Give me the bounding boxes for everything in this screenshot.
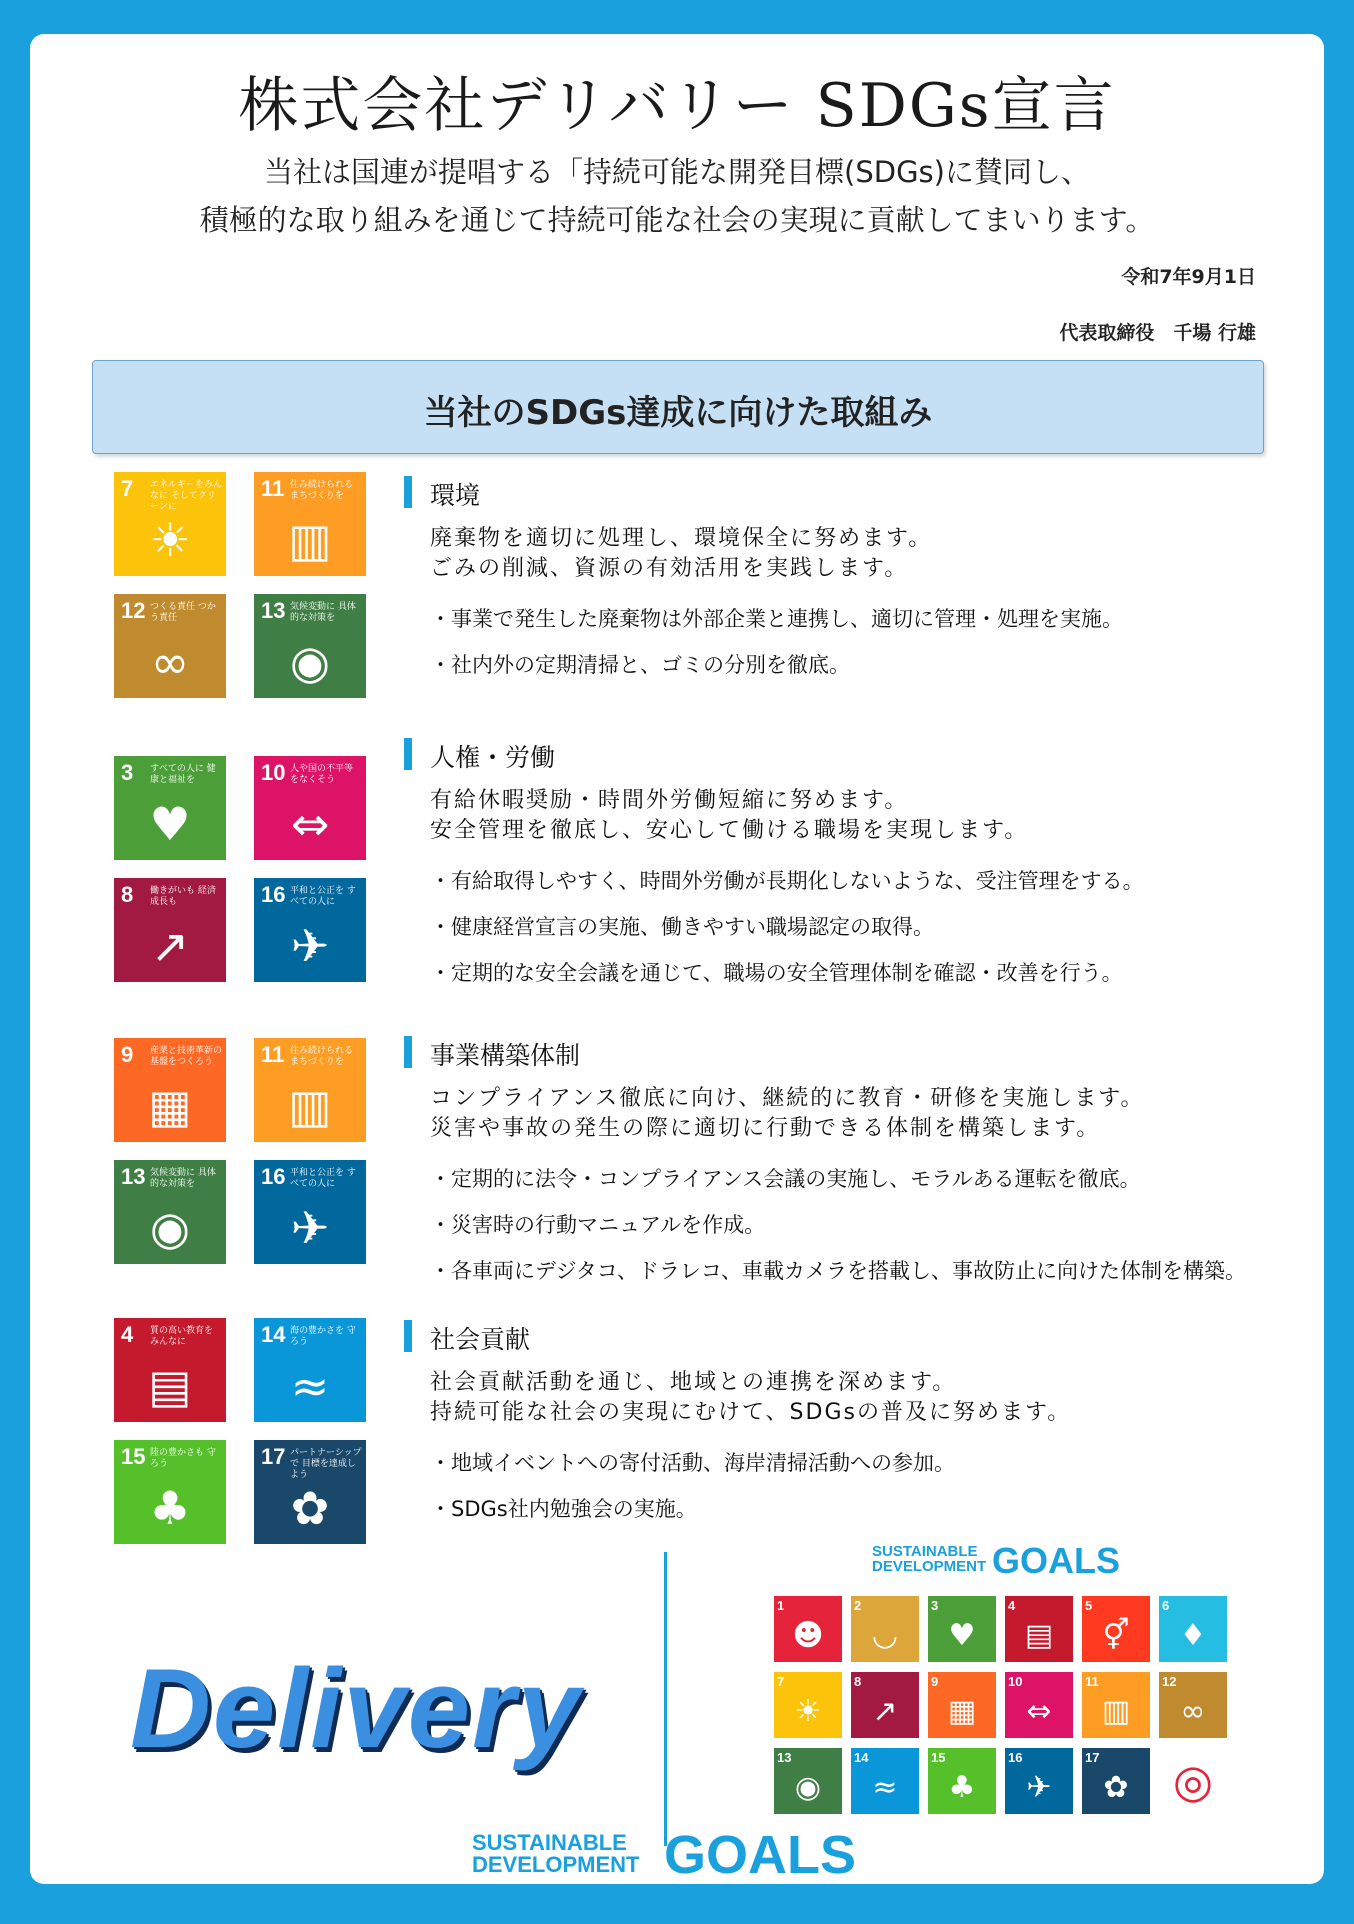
sdg-goal-number: 9 [121, 1042, 134, 1067]
sdg-logo-small-goals: GOALS [992, 1540, 1121, 1581]
dove-icon: ✈ [290, 919, 330, 973]
sdg-goal-number: 16 [261, 1164, 286, 1189]
sdg-goal-caption: 平和と公正を すべての人に [290, 886, 356, 907]
representative: 代表取締役 千場 行雄 [1059, 322, 1256, 344]
section-heading [404, 1034, 1304, 1070]
bullet-list [430, 1440, 1304, 1532]
bullet-item: ・災害時の行動マニュアルを作成。 [430, 1213, 766, 1237]
date: 令和7年9月1日 [1121, 266, 1256, 288]
lead-line-1: 当社は国連が提唱する「持続可能な開発目標(SDGs)に賛同し、 [264, 155, 1090, 189]
water-drop-icon: ♦ [1179, 1618, 1207, 1653]
sdg-goal-13-tile [774, 1748, 842, 1814]
sdg-goal-5-tile [1082, 1596, 1150, 1662]
divider [664, 1552, 667, 1846]
sdg-goal-12-tile [1159, 1672, 1227, 1738]
section-heading [404, 474, 1304, 510]
sdg-goal-number: 14 [261, 1322, 286, 1347]
sdg-goal-4-tile [1005, 1596, 1073, 1662]
sdg-goal-number: 6 [1162, 1598, 1170, 1613]
bullet-item: ・社内外の定期清掃と、ゴミの分別を徹底。 [430, 653, 850, 677]
sdg-goal-13-tile [254, 594, 366, 698]
section-description-line: 社会貢献活動を通じ、地域との連携を深めます。 [430, 1370, 957, 1395]
sdg-goal-number: 8 [854, 1674, 862, 1689]
sdg-goal-number: 15 [121, 1444, 146, 1469]
section-body [404, 1318, 1304, 1532]
sdg-wheel-tile [1159, 1748, 1227, 1814]
sdg-goal-17-tile [1082, 1748, 1150, 1814]
sdg-goal-15-tile [928, 1748, 996, 1814]
bullet-item: ・地域イベントへの寄付活動、海岸清掃活動への参加。 [430, 1451, 955, 1475]
section-description-line: 安全管理を徹底し、安心して働ける職場を実現します。 [430, 818, 1029, 843]
sdg-logo-large [472, 1825, 857, 1885]
tree-icon: ♣ [149, 1481, 191, 1535]
sdg-logo-large-line2: DEVELOPMENT [472, 1852, 640, 1877]
gender-icon: ⚥ [1102, 1618, 1130, 1653]
bullet-list [430, 858, 1304, 996]
sdg-goal-11-tile [1082, 1672, 1150, 1738]
sdg-goal-number: 7 [777, 1674, 785, 1689]
book-icon: ▤ [1024, 1618, 1054, 1653]
sdg-goal-11-tile [254, 472, 366, 576]
section-heading [404, 1318, 1304, 1354]
sdg-goal-number: 10 [261, 760, 286, 785]
sdg-goal-number: 9 [931, 1674, 939, 1689]
sdg-logo-small-line1: SUSTAINABLE [872, 1543, 978, 1560]
sdg-goal-9-tile [928, 1672, 996, 1738]
sdg-goal-caption: 陸の豊かさも 守ろう [150, 1448, 216, 1469]
bullet-item: ・SDGs社内勉強会の実施。 [430, 1497, 697, 1521]
sdg-goal-caption: 住み続けられる まちづくりを [290, 1046, 354, 1067]
sdg-goal-number: 5 [1085, 1598, 1093, 1613]
flower-icon: ✿ [1103, 1770, 1129, 1805]
heartbeat-icon: ♥ [149, 797, 191, 851]
sdg-goal-number: 8 [121, 882, 134, 907]
sdg-goal-10-tile [1005, 1672, 1073, 1738]
section-description [430, 786, 1304, 846]
sdg-goal-number: 13 [261, 598, 286, 623]
heading-accent-bar [404, 1036, 412, 1068]
section-body [404, 474, 1304, 688]
page-title: 株式会社デリバリー SDGs宣言 [238, 71, 1116, 141]
buildings-icon: ▥ [1101, 1694, 1131, 1729]
lead-line-2: 積極的な取り組みを通じて持続可能な社会の実現に貢献してまいります。 [199, 203, 1155, 237]
sdg-goal-caption: 気候変動に 具体的な対策を [290, 602, 356, 623]
sdg-logo-small-line2: DEVELOPMENT [872, 1558, 987, 1575]
infinity-icon: ∞ [1180, 1694, 1206, 1729]
section-body [404, 1034, 1304, 1294]
sdg-goal-16-tile [254, 878, 366, 982]
sdg-goal-number: 4 [121, 1322, 134, 1347]
section-description-line: ごみの削減、資源の有効活用を実践します。 [430, 556, 909, 581]
section-title: 環境 [430, 481, 481, 510]
dove-icon: ✈ [290, 1201, 330, 1255]
sdg-goal-number: 17 [1085, 1750, 1100, 1765]
family-icon: ☻ [792, 1618, 824, 1653]
equality-icon: ⇔ [1026, 1694, 1052, 1729]
delivery-logo: Delivery [130, 1646, 582, 1771]
sdg-logo-small [872, 1540, 1121, 1581]
section-description-line: 持続可能な社会の実現にむけて、SDGsの普及に努めます。 [430, 1400, 1072, 1425]
sdg-goal-3-tile [114, 756, 226, 860]
sdg-goal-number: 14 [854, 1750, 869, 1765]
section-description-line: 廃棄物を適切に処理し、環境保全に努めます。 [430, 526, 933, 551]
book-icon: ▤ [148, 1359, 192, 1413]
sdg-goal-number: 12 [121, 598, 146, 623]
sdg-goal-2-tile [851, 1596, 919, 1662]
growth-chart-icon: ↗ [872, 1694, 898, 1729]
sdg-goal-9-tile [114, 1038, 226, 1142]
sdg-goal-number: 3 [931, 1598, 939, 1613]
section-description-line: 災害や事故の発生の際に適切に行動できる体制を構築します。 [430, 1116, 1101, 1141]
bullet-item: ・事業で発生した廃棄物は外部企業と連携し、適切に管理・処理を実施。 [430, 607, 1123, 631]
sdg-goal-10-tile [254, 756, 366, 860]
sdg-goal-8-tile [114, 878, 226, 982]
sdg-goal-number: 12 [1162, 1674, 1177, 1689]
bullet-item: ・有給取得しやすく、時間外労働が長期化しないような、受注管理をする。 [430, 869, 1144, 893]
sdg-goal-number: 17 [261, 1444, 286, 1469]
sdg-goal-caption: 気候変動に 具体的な対策を [150, 1168, 216, 1189]
sdg-goal-caption: エネルギーをみんなに そしてクリーンに [150, 480, 223, 512]
section-description [430, 1084, 1304, 1144]
sdg-goal-14-tile [851, 1748, 919, 1814]
section-title: 事業構築体制 [430, 1041, 581, 1070]
fish-icon: ≈ [290, 1359, 330, 1413]
bullet-item: ・定期的な安全会議を通じて、職場の安全管理体制を確認・改善を行う。 [430, 961, 1123, 985]
sdg-goal-number: 11 [1085, 1674, 1099, 1689]
sdg-logo-large-line1: SUSTAINABLE [472, 1830, 627, 1855]
bullet-item: ・健康経営宣言の実施、働きやすい職場認定の取得。 [430, 915, 934, 939]
sdg-goal-17-tile [254, 1440, 366, 1544]
sdg-goal-1-tile [774, 1596, 842, 1662]
sdg-goal-caption: 産業と技術革新の 基盤をつくろう [150, 1046, 223, 1067]
section-description [430, 1368, 1304, 1428]
sdg-goal-13-tile [114, 1160, 226, 1264]
sdg-goal-15-tile [114, 1440, 226, 1544]
section-body [404, 736, 1304, 996]
sdg-goal-16-tile [254, 1160, 366, 1264]
sdg-goal-caption: 働きがいも 経済成長も [150, 886, 216, 907]
sdg-goal-caption: つくる責任 つかう責任 [150, 602, 216, 623]
sdg-goal-number: 7 [121, 476, 134, 501]
bullet-list [430, 1156, 1304, 1294]
sun-icon: ☀ [794, 1694, 822, 1729]
sdg-goal-number: 1 [777, 1598, 785, 1613]
cubes-icon: ▦ [947, 1694, 977, 1729]
sdg-goal-number: 10 [1008, 1674, 1023, 1689]
section-title: 社会貢献 [430, 1325, 531, 1354]
section-description-line: 有給休暇奨励・時間外労働短縮に努めます。 [430, 788, 909, 813]
sdg-goal-caption: 海の豊かさを 守ろう [290, 1326, 356, 1347]
dove-icon: ✈ [1026, 1770, 1052, 1805]
section-heading [404, 736, 1304, 772]
section-title: 人権・労働 [430, 743, 556, 772]
heading-accent-bar [404, 476, 412, 508]
growth-chart-icon: ↗ [150, 919, 190, 973]
cubes-icon: ▦ [148, 1079, 192, 1133]
sdg-goal-14-tile [254, 1318, 366, 1422]
sdg-goal-caption: 質の高い教育を みんなに [150, 1326, 214, 1347]
sdg-goal-7-tile [114, 472, 226, 576]
sdg-logo-large-goals: GOALS [664, 1825, 857, 1885]
sdg-goal-11-tile [254, 1038, 366, 1142]
flower-icon: ✿ [290, 1481, 330, 1535]
eye-globe-icon: ◉ [794, 1770, 822, 1805]
bullet-item: ・定期的に法令・コンプライアンス会議の実施し、モラルある運転を徹底。 [430, 1167, 1141, 1191]
sdg-goal-number: 16 [1008, 1750, 1023, 1765]
sdg-goal-caption: 平和と公正を すべての人に [290, 1168, 356, 1189]
buildings-icon: ▥ [288, 513, 332, 567]
sun-icon: ☀ [149, 513, 191, 567]
buildings-icon: ▥ [288, 1079, 332, 1133]
sdg-goal-caption: すべての人に 健康と福祉を [150, 764, 216, 785]
sdg-goal-8-tile [851, 1672, 919, 1738]
bullet-list [430, 596, 1304, 688]
sdg-goal-12-tile [114, 594, 226, 698]
bowl-icon: ◡ [871, 1618, 899, 1653]
sdg-goal-caption: 人や国の不平等 をなくそう [290, 764, 354, 785]
sdg-goal-number: 11 [261, 1042, 285, 1067]
fish-icon: ≈ [872, 1770, 898, 1805]
sdg-goal-4-tile [114, 1318, 226, 1422]
heading-accent-bar [404, 1320, 412, 1352]
sdg-goal-caption: パートナーシップで 目標を達成しよう [290, 1448, 362, 1480]
equality-icon: ⇔ [290, 797, 330, 851]
sdg-goal-3-tile [928, 1596, 996, 1662]
sdg-goal-number: 13 [777, 1750, 792, 1765]
sdg-goal-caption: 住み続けられる まちづくりを [290, 480, 354, 501]
sdg-goal-number: 13 [121, 1164, 146, 1189]
declaration-page [30, 34, 1324, 1884]
sdg-goal-number: 11 [261, 476, 285, 501]
sdg-goal-7-tile [774, 1672, 842, 1738]
sdg-goal-number: 2 [854, 1598, 862, 1613]
banner-title: 当社のSDGs達成に向けた取組み [423, 393, 933, 433]
sdg-goal-16-tile [1005, 1748, 1073, 1814]
tree-icon: ♣ [948, 1770, 976, 1805]
sdg-goal-6-tile [1159, 1596, 1227, 1662]
section-description-line: コンプライアンス徹底に向け、継続的に教育・研修を実施します。 [430, 1086, 1145, 1111]
sdg-goal-number: 16 [261, 882, 286, 907]
sdg-goal-number: 3 [121, 760, 134, 785]
section-description [430, 524, 1304, 584]
bullet-item: ・各車両にデジタコ、ドラレコ、車載カメラを搭載し、事故防止に向けた体制を構築。 [430, 1259, 1247, 1283]
sdg-goal-number: 4 [1008, 1598, 1016, 1613]
infinity-icon: ∞ [150, 635, 190, 689]
eye-globe-icon: ◉ [289, 635, 331, 689]
sdg-goal-number: 15 [931, 1750, 946, 1765]
heading-accent-bar [404, 738, 412, 770]
lead-text [30, 148, 1324, 244]
heartbeat-icon: ♥ [948, 1618, 976, 1653]
sdg-wheel-icon: ◎ [1172, 1754, 1214, 1808]
banner [92, 360, 1264, 454]
eye-globe-icon: ◉ [149, 1201, 191, 1255]
